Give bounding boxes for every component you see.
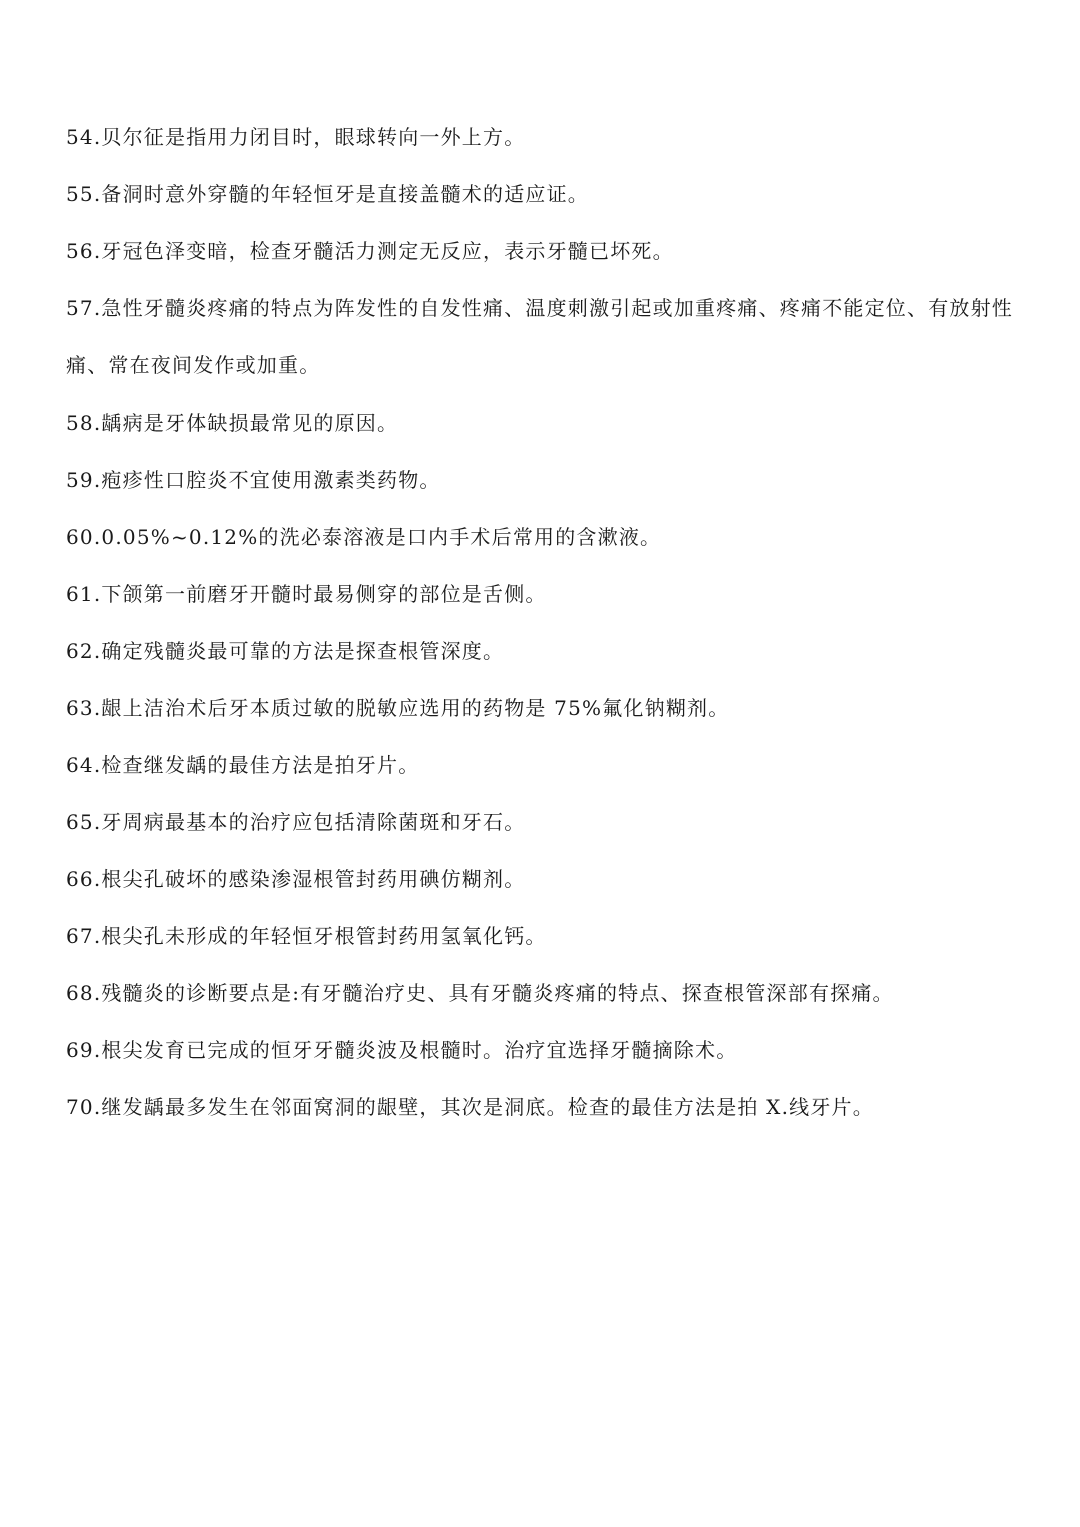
list-item: 63.龈上洁治术后牙本质过敏的脱敏应选用的药物是 75%氟化钠糊剂。 [66,696,730,720]
list-item: 69.根尖发育已完成的恒牙牙髓炎波及根髓时。治疗宜选择牙髓摘除术。 [66,1038,738,1062]
list-item: 64.检查继发龋的最佳方法是拍牙片。 [66,753,420,777]
list-item: 55.备洞时意外穿髓的年轻恒牙是直接盖髓术的适应证。 [66,182,590,206]
list-item: 62.确定残髓炎最可靠的方法是探查根管深度。 [66,639,505,663]
list-item: 54.贝尔征是指用力闭目时，眼球转向一外上方。 [66,125,526,149]
list-item: 60.0.05%~0.12%的洗必泰溶液是口内手术后常用的含漱液。 [66,525,662,549]
list-item: 66.根尖孔破坏的感染渗湿根管封药用碘仿糊剂。 [66,867,526,891]
list-item: 57.急性牙髓炎疼痛的特点为阵发性的自发性痛、温度刺激引起或加重疼痛、疼痛不能定位、有放射性痛、常在夜间发作或加重。 [66,296,1014,377]
list-item: 59.疱疹性口腔炎不宜使用激素类药物。 [66,468,441,492]
list-item: 56.牙冠色泽变暗，检查牙髓活力测定无反应，表示牙髓已坏死。 [66,239,674,263]
list-item: 58.龋病是牙体缺损最常见的原因。 [66,411,399,435]
list-item: 61.下颌第一前磨牙开髓时最易侧穿的部位是舌侧。 [66,582,547,606]
list-item: 67.根尖孔未形成的年轻恒牙根管封药用氢氧化钙。 [66,924,547,948]
list-item: 68.残髓炎的诊断要点是:有牙髓治疗史、具有牙髓炎疼痛的特点、探查根管深部有探痛。 [66,981,894,1005]
list-item: 65.牙周病最基本的治疗应包括清除菌斑和牙石。 [66,810,526,834]
document-body [66,117,1026,1144]
list-item: 70.继发龋最多发生在邻面窝洞的龈壁，其次是洞底。检查的最佳方法是拍 X.线牙片。 [66,1095,874,1119]
